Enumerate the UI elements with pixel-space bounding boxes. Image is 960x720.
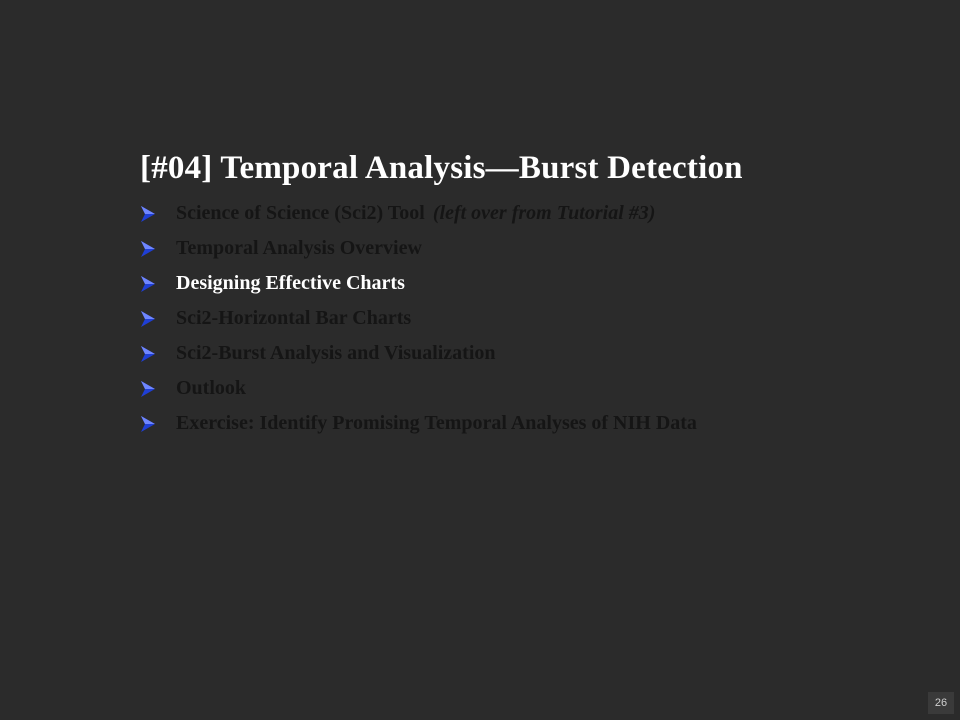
arrow-bullet-icon (140, 274, 176, 294)
agenda-item (140, 301, 697, 336)
arrow-bullet-icon (140, 239, 176, 259)
arrow-bullet-icon (140, 344, 176, 364)
agenda-item-label: Sci2-Burst Analysis and Visualization (176, 342, 496, 364)
agenda-item (140, 406, 697, 441)
agenda-item-label: Sci2-Horizontal Bar Charts (176, 307, 412, 329)
agenda-item (140, 196, 697, 231)
agenda-item-label: Temporal Analysis Overview (176, 237, 422, 259)
agenda-item-label: Outlook (176, 377, 247, 399)
page-number: 26 (928, 692, 954, 714)
arrow-bullet-icon (140, 204, 176, 224)
arrow-bullet-icon (140, 309, 176, 329)
agenda-item (140, 371, 697, 406)
agenda-item-label: Designing Effective Charts (176, 272, 405, 294)
agenda-item-note: (left over from Tutorial #3) (432, 202, 656, 224)
slide-title: [#04] Temporal Analysis—Burst Detection (140, 150, 743, 186)
agenda-item-current (140, 266, 697, 301)
agenda-list (140, 196, 697, 441)
agenda-item (140, 336, 697, 371)
arrow-bullet-icon (140, 379, 176, 399)
agenda-item (140, 231, 697, 266)
agenda-item-label: Science of Science (Sci2) Tool (176, 202, 425, 224)
agenda-item-label: Exercise: Identify Promising Temporal Analyses of NIH Data (176, 412, 697, 434)
arrow-bullet-icon (140, 414, 176, 434)
